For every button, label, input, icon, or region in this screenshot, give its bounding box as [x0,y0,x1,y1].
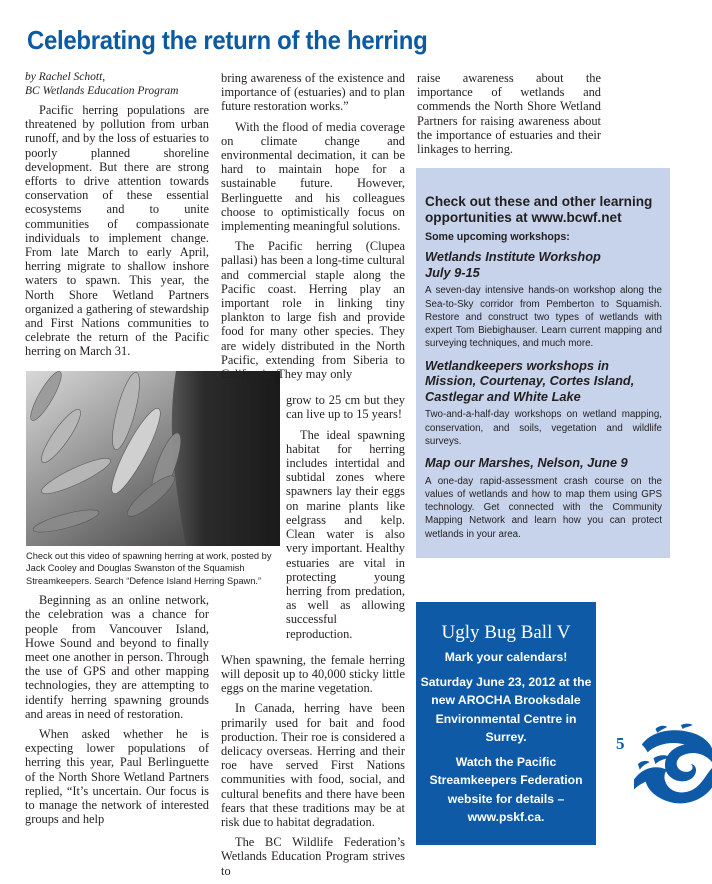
article-column-1-lower [25,593,209,832]
workshop-title: Wetlandkeepers workshops in Mission, Courtenay, Cortes Island, Castlegar and White Lake [425,357,635,404]
byline-organization: BC Wetlands Education Program [25,84,179,97]
article-paragraph: The BC Wildlife Federation’s Wetlands Education Program strives to [221,835,405,878]
workshop-item [425,358,662,448]
workshop-item [425,249,662,350]
bugball-cta: Watch the Pacific Streamkeepers Federation website for details – www.pskf.ca. [429,754,583,824]
article-column-2-wrap [286,393,405,646]
article-column-3 [417,71,601,162]
article-paragraph: In Canada, herring have been primarily used for bait and food production. Their roe is considered a delicacy overseas. Herring and their roe have served First Nations communities with food, social, and cultural benefits and there have been fears that these traditions may be at risk due to habitat degradation. [221,701,405,829]
herring-photo [26,371,280,546]
herring-image [26,371,280,546]
article-paragraph: The Pacific herring (Clupea pallasi) has been a long-time cultural and commercial staple along the Pacific coast. Herring play an important role in linking tiny plankton to large fish and provide food for many other species. They are widely distributed in the North Pacific, extending from Siberia to California. They may only [221,239,405,382]
sidebar-subheading: Some upcoming workshops: [425,231,570,244]
learning-opportunities-sidebar [416,168,670,558]
workshop-description: A one-day rapid-assessment crash course on the values of wetlands and how to map them using GPS technology. Get connected with the Community Mapping Network and learn how you can protect wetlands in your area. [425,475,662,540]
workshop-description: Two-and-a-half-day workshops on wetland mapping, conservation, and soils, vegetation and wildlife surveys. [425,409,662,447]
workshop-title [425,249,662,280]
article-paragraph: When spawning, the female herring will deposit up to 40,000 sticky little eggs on the marine vegetation. [221,652,405,696]
workshop-title-text: Wetlands Institute Workshop [425,249,601,265]
bugball-details: Saturday June 23, 2012 at the new AROCHA Brooksdale Environmental Centre in Surrey. [420,674,592,744]
article-paragraph: The ideal spawning habitat for herring includes intertidal and subtidal zones where spawners lay their eggs on marine plants like eelgrass and kelp. Clean water is also very important. Healthy estuaries are vital in protecting young herring from predation, as well as allowing successful reproduction. [286,427,405,641]
article-column-2-lower [221,653,405,884]
sidebar-heading: Check out these and other learning opportunities at www.bcwf.net [425,194,653,226]
article-column-2 [221,71,405,387]
page-number: 5 [616,734,625,753]
article-paragraph: Beginning as an online network, the celebration was a chance for people from Vancouver Island, Howe Sound and beyond to finally meet one another in person. Through the use of GPS and other mapping technologies, they are attempting to identify herring spawning grounds and areas in need of restoration. [25,593,209,721]
article-paragraph: When asked whether he is expecting lower populations of herring this year, Paul Berlinguette of the North Shore Wetland Partners replied, “It’s uncertain. Our focus is to manage the network of interested groups and help [25,726,209,827]
ugly-bug-ball-box [416,602,596,845]
photo-caption: Check out this video of spawning herring at work, posted by Jack Cooley and Douglas Swanston of the Squamish Streamkeepers. Search “Defence Island Herring Spawn.” [26,550,272,586]
article-paragraph: With the flood of media coverage on climate change and environmental decimation, it can be hard to maintain hope for a sustainable future. However, Berlinguette and his colleagues choose to optimistically focus on implementing meaningful solutions. [221,119,405,234]
workshop-item [425,455,662,541]
bugball-tagline: Mark your calendars! [444,650,568,664]
article-paragraph: Pacific herring populations are threatened by pollution from urban runoff, and by the loss of estuaries to poorly planned shoreline development. But there are strong efforts to drive attention towards conservation of these essential ecosystems and to unite communities of compassionate individuals to implement change. From late March to early April, herring migrate to shallow inshore waters to spawn. This year, the North Shore Wetland Partners organized a gathering of stewardship and First Nations communities to celebrate the return of the Pacific herring on March 31. [25,103,209,359]
article-paragraph: raise awareness about the importance of wetlands and commends the North Shore Wetland Partners for raising awareness about the importance of estuaries and their linkages to herring. [417,71,601,157]
wave-swirl-icon [634,722,712,812]
bugball-title: Ugly Bug Ball V [441,622,571,643]
article-title: Celebrating the return of the herring [27,25,428,55]
article-paragraph: grow to 25 cm but they can live up to 15 years! [286,393,405,422]
workshop-title: Map our Marshes, Nelson, June 9 [425,455,628,471]
byline [25,71,209,98]
workshop-date: July 9-15 [425,264,480,280]
article-paragraph: bring awareness of the existence and importance of (estuaries) and to plan future restoration works.” [221,71,405,114]
byline-author: by Rachel Schott, [25,71,106,83]
article-column-1 [25,71,209,365]
workshop-description: A seven-day intensive hands-on workshop along the Sea-to-Sky corridor from Pemberton to Squamish. Restore and construct two types of wetlands with expert Tom Biebighauser. Learn current mapping and surveying techniques, and much more. [425,285,662,350]
